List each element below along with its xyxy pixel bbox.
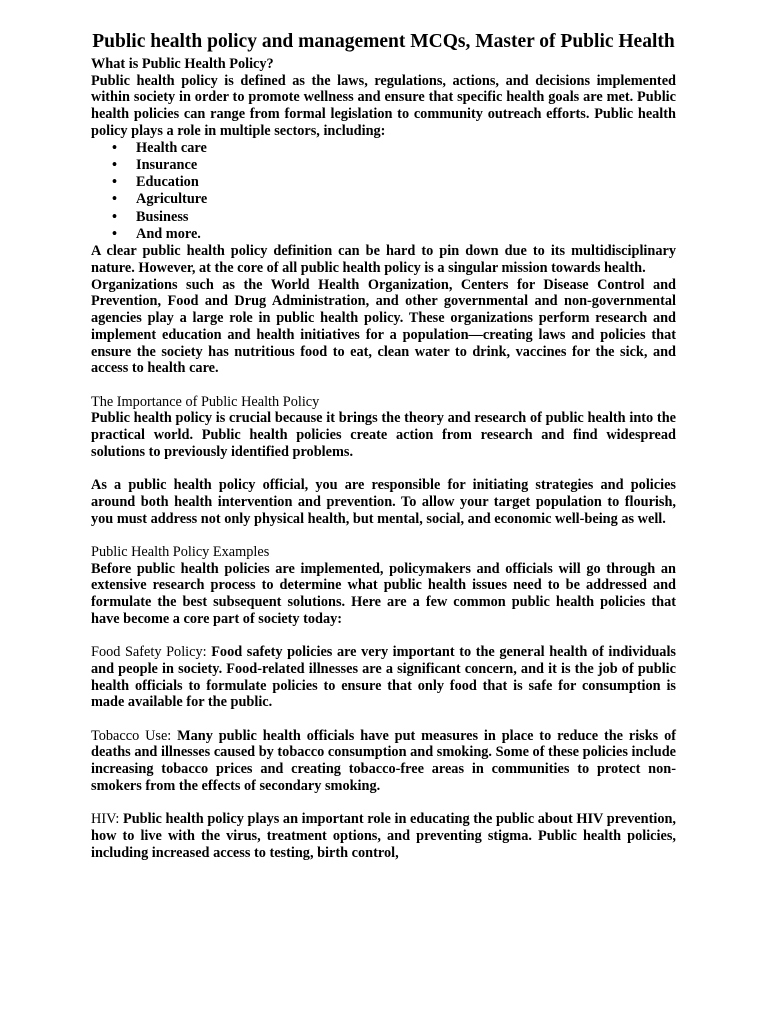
sector-list bbox=[91, 140, 676, 244]
food-safety-text: Food safety policies are very important to the general health of individuals and people in society. Food-related illnesses are a significant concern, and it is the job of public health officials to formulate policies to ensure that only food that is safe for consumption is made available for the public. bbox=[91, 644, 676, 711]
document-page bbox=[91, 30, 676, 861]
bullet-icon: • bbox=[112, 191, 118, 208]
paragraph-spacer bbox=[91, 627, 676, 644]
list-item bbox=[91, 226, 676, 243]
hiv-text: Public health policy plays an important role in educating the public about HIV prevention, how to live with the virus, treatment options, and preventing stigma. Public health policies, including increased access to testing, birth control, bbox=[91, 811, 676, 861]
list-item-label: And more. bbox=[136, 226, 201, 242]
tobacco-lead: Tobacco Use: bbox=[91, 727, 172, 744]
list-item-label: Health care bbox=[136, 139, 207, 156]
bullet-icon: • bbox=[112, 174, 118, 191]
section-heading-importance: The Importance of Public Health Policy bbox=[91, 393, 320, 410]
paragraph-importance: Public health policy is crucial because it brings the theory and research of public health into the practical world. Public health policies create action from research and find widespread solutions to previously identified problems. bbox=[91, 410, 676, 460]
paragraph-spacer bbox=[91, 794, 676, 811]
list-item bbox=[91, 191, 676, 208]
paragraph-organizations: Organizations such as the World Health Organization, Centers for Disease Control and Prevention, Food and Drug Administration, and other governmental and non-governmental agencies play a large role in public health policy. These organizations perform research and implement education and health initiatives for a population—creating laws and policies that ensure the society has nutritious food to eat, clean water to drink, vaccines for the sick, and access to health care. bbox=[91, 276, 676, 377]
paragraph-hiv bbox=[91, 811, 676, 861]
list-item bbox=[91, 157, 676, 174]
list-item-label: Agriculture bbox=[136, 191, 208, 208]
paragraph-spacer bbox=[91, 527, 676, 544]
bullet-icon: • bbox=[112, 208, 118, 225]
list-item bbox=[91, 209, 676, 226]
paragraph-tobacco bbox=[91, 728, 676, 795]
paragraph-food-safety bbox=[91, 644, 676, 711]
paragraph-spacer bbox=[91, 377, 676, 394]
bullet-icon: • bbox=[112, 139, 118, 156]
tobacco-text: Many public health officials have put measures in place to reduce the risks of deaths and illnesses caused by tobacco consumption and smoking. Some of these policies include increasing tobacco prices and creating tobacco-free areas in communities to protect non-smokers from the effects of secondary smoking. bbox=[91, 727, 677, 794]
hiv-lead: HIV: bbox=[91, 811, 120, 828]
list-item bbox=[91, 140, 676, 157]
list-item-label: Business bbox=[136, 208, 189, 225]
section-heading-what-is: What is Public Health Policy? bbox=[91, 56, 274, 72]
paragraph-multidisciplinary: A clear public health policy definition can be hard to pin down due to its multidisciplinary nature. However, at the core of all public health policy is a singular mission towards health. bbox=[91, 243, 676, 276]
list-item bbox=[91, 174, 676, 191]
list-item-label: Education bbox=[136, 174, 199, 191]
paragraph-spacer bbox=[91, 460, 676, 477]
paragraph-official-role: As a public health policy official, you are responsible for initiating strategies and policies around both health intervention and prevention. To allow your target population to flourish, you must address not only physical health, but mental, social, and economic well-being as well. bbox=[91, 477, 676, 527]
food-safety-lead: Food Safety Policy: bbox=[91, 644, 207, 661]
section-heading-examples: Public Health Policy Examples bbox=[91, 543, 270, 560]
bullet-icon: • bbox=[112, 156, 118, 173]
paragraph-definition: Public health policy is defined as the laws, regulations, actions, and decisions implemented within society in order to promote wellness and ensure that specific health goals are met. Public health policies can range from formal legislation to community outreach efforts. Public health policy plays a role in multiple sectors, including: bbox=[91, 72, 676, 139]
document-title: Public health policy and management MCQs, Master of Public Health bbox=[92, 31, 675, 52]
paragraph-examples-intro: Before public health policies are implemented, policymakers and officials will go through an extensive research process to determine what public health issues need to be addressed and formulate the best subsequent solutions. Here are a few common public health policies that have become a core part of society today: bbox=[91, 560, 676, 627]
paragraph-spacer bbox=[91, 711, 676, 728]
list-item-label: Insurance bbox=[136, 156, 198, 173]
bullet-icon: • bbox=[112, 226, 118, 242]
